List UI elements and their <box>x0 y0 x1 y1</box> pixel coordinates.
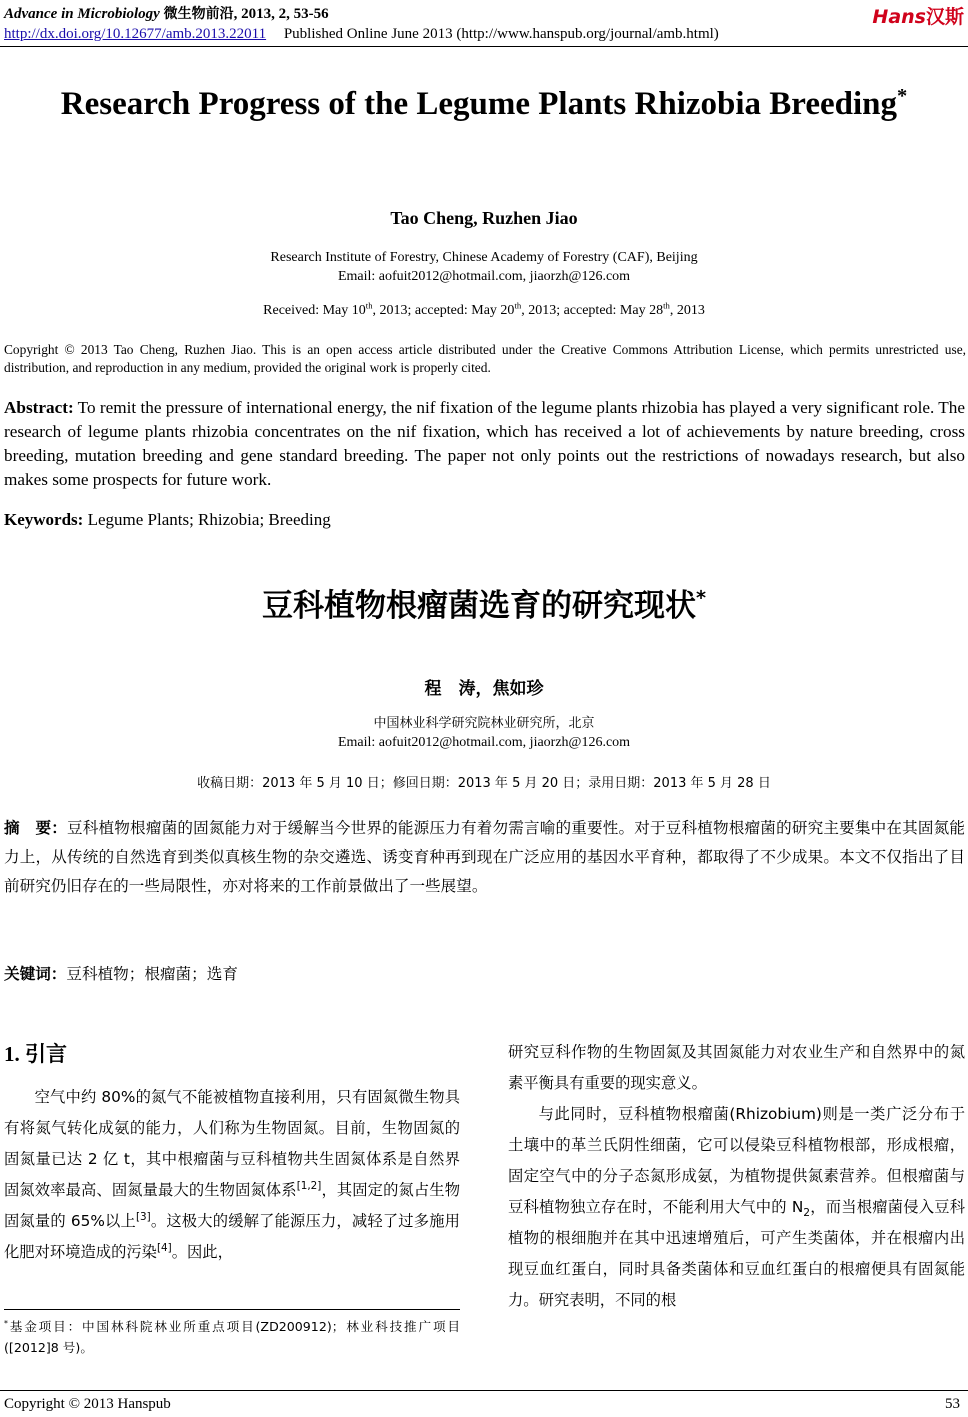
section-heading-introduction <box>4 1038 67 1068</box>
title-en-text: Research Progress of the Legume Plants Rhizobia Breeding <box>60 86 898 122</box>
ordinal-suffix: th <box>663 300 670 311</box>
citation-ref[interactable]: [4] <box>156 1241 172 1254</box>
citation-ref[interactable]: [1,2] <box>296 1179 322 1192</box>
body-paragraph <box>508 1099 965 1316</box>
authors-zh: 程 涛，焦如珍 <box>424 679 544 699</box>
keywords-en-text: Legume Plants; Rhizobia; Breeding <box>83 510 331 529</box>
page-number: 53 <box>945 1396 960 1412</box>
email-en: Email: aofuit2012@hotmail.com, jiaorzh@126.com <box>337 269 631 284</box>
affiliation-zh-block <box>0 714 968 752</box>
body-text: 与此同时，豆科植物根瘤菌(Rhizobium)则是一类广泛分布于土壤中的革兰氏阴性细菌，它可以侵染豆科植物根部，形成根瘤，固定空气中的分子态氮形成氨，为植物提供氮素营养。但根瘤菌与豆科植物独立存在时，不能利用大气中的 N <box>508 1105 965 1216</box>
footer-copyright: Copyright © 2013 Hanspub <box>4 1396 171 1412</box>
accepted-date-1: , 2013; accepted: May 20 <box>372 303 515 318</box>
abstract-en-label: Abstract: <box>4 398 74 417</box>
title-zh <box>0 580 968 625</box>
body-text: ，而当根瘤菌侵入豆科植物的根细胞并在其中迅速增殖后，可产生类菌体，并在根瘤内出现豆血红蛋白，同时具备类菌体和豆血红蛋白的根瘤便具有固氮能力。研究表明，不同的根 <box>508 1198 965 1309</box>
published-online: Published Online June 2013 (http://www.hanspub.org/journal/amb.html) <box>283 26 719 42</box>
body-column-left <box>4 1082 460 1268</box>
body-paragraph <box>4 1082 460 1268</box>
journal-subheader <box>4 26 719 43</box>
body-text: 。这极大的缓解了能源压力，减轻了过多施用化肥对环境造成的污染 <box>4 1212 460 1261</box>
year: , 2013 <box>669 303 705 318</box>
email-zh: Email: aofuit2012@hotmail.com, jiaorzh@126.com <box>337 735 631 750</box>
footnote-text: 基金项目：中国林科院林业所重点项目(ZD200912)；林业科技推广项目([2012]8 号)。 <box>4 1319 460 1355</box>
ordinal-suffix: th <box>365 300 373 311</box>
abstract-zh-label: 摘 要： <box>4 819 68 837</box>
affiliation-zh: 中国林业科学研究院林业研究所，北京 <box>373 716 595 731</box>
journal-name-cn: 微生物前沿 <box>163 6 234 22</box>
received-date: Received: May 10 <box>263 303 366 318</box>
authors-en: Tao Cheng, Ruzhen Jiao <box>390 208 578 228</box>
footer-rule <box>0 1390 968 1391</box>
logo-text-en: Hans <box>872 6 926 28</box>
keywords-en <box>4 510 331 530</box>
keywords-zh-text: 豆科植物；根瘤菌；选育 <box>66 965 238 983</box>
title-en-footnote-mark: * <box>897 85 908 107</box>
section-number: 1. <box>4 1042 20 1066</box>
abstract-en-text: To remit the pressure of international energy, the nif fixation of the legume plants rhizobia has played a very significant role. The research of legume plants rhizobia concentrates on the nif fixation, which has received a lot of achievements by nature breeding, cross breeding, mutation breeding and gene standard breeding. The paper not only points out the restrictions of nowadays research, but also makes some prospects for future work. <box>4 398 965 489</box>
abstract-en <box>4 396 965 492</box>
affiliation-en-block <box>0 248 968 286</box>
title-zh-footnote-mark: * <box>695 586 707 610</box>
keywords-en-label: Keywords: <box>4 510 84 529</box>
journal-header <box>4 3 329 23</box>
received-dates-zh: 收稿日期：2013 年 5 月 10 日；修回日期：2013 年 5 月 20 日；录用日期：2013 年 5 月 28 日 <box>197 776 771 791</box>
body-column-right <box>508 1037 965 1316</box>
ordinal-suffix: th <box>514 300 522 311</box>
footnote-rule <box>4 1309 460 1310</box>
citation-ref[interactable]: [3] <box>135 1210 151 1223</box>
affiliation-en: Research Institute of Forestry, Chinese Academy of Forestry (CAF), Beijing <box>270 250 698 265</box>
journal-name: Advance in Microbiology <box>4 6 160 22</box>
title-zh-text: 豆科植物根瘤菌选育的研究现状 <box>261 588 696 624</box>
header-rule <box>0 46 968 47</box>
received-dates-en <box>0 300 968 319</box>
copyright-notice: Copyright © 2013 Tao Cheng, Ruzhen Jiao. This is an open access article distributed under the Creative Commons Attribution License, which permits unrestricted use, distribution, and reproduction in any medium, provided the original work is properly cited. <box>4 342 966 375</box>
hanspub-logo <box>872 2 964 29</box>
accepted-date-2: , 2013; accepted: May 28 <box>521 303 664 318</box>
title-en <box>40 84 928 124</box>
doi-link[interactable]: http://dx.doi.org/10.12677/amb.2013.22011 <box>4 26 267 42</box>
abstract-zh-text: 豆科植物根瘤菌的固氮能力对于缓解当今世界的能源压力有着勿需言喻的重要性。对于豆科植物根瘤菌的研究主要集中在其固氮能力上，从传统的自然选育到类似真核生物的杂交遴选、诱变育种再到现在广泛应用的基因水平育种，都取得了不少成果。本文不仅指出了目前研究仍旧存在的一些局限性，亦对将来的工作前景做出了一些展望。 <box>4 819 965 895</box>
body-paragraph: 研究豆科作物的生物固氮及其固氮能力对农业生产和自然界中的氮素平衡具有重要的现实意义。 <box>508 1043 965 1092</box>
body-text: 。因此， <box>171 1243 233 1261</box>
section-title: 引言 <box>25 1042 67 1066</box>
subscript: 2 <box>803 1206 811 1220</box>
journal-volume: , 2013, 2, 53-56 <box>233 6 329 22</box>
keywords-zh-label: 关键词： <box>4 965 67 983</box>
keywords-zh <box>4 962 238 984</box>
footnote <box>4 1316 460 1358</box>
abstract-zh <box>4 814 965 901</box>
body-text: 空气中约 80%的氮气不能被植物直接利用，只有固氮微生物具有将氮气转化成氨的能力，人们称为生物固氮。目前，生物固氮的固氮量已达 2 亿 t，其中根瘤菌与豆科植物共生固氮体系是自然界固氮效率最高、固氮量最大的生物固氮体系 <box>4 1088 460 1199</box>
footnote-mark: * <box>4 1318 8 1328</box>
body-text: ，其固定的氮占生物固氮量的 65%以上 <box>4 1181 460 1230</box>
logo-text-cn: 汉斯 <box>925 6 964 28</box>
